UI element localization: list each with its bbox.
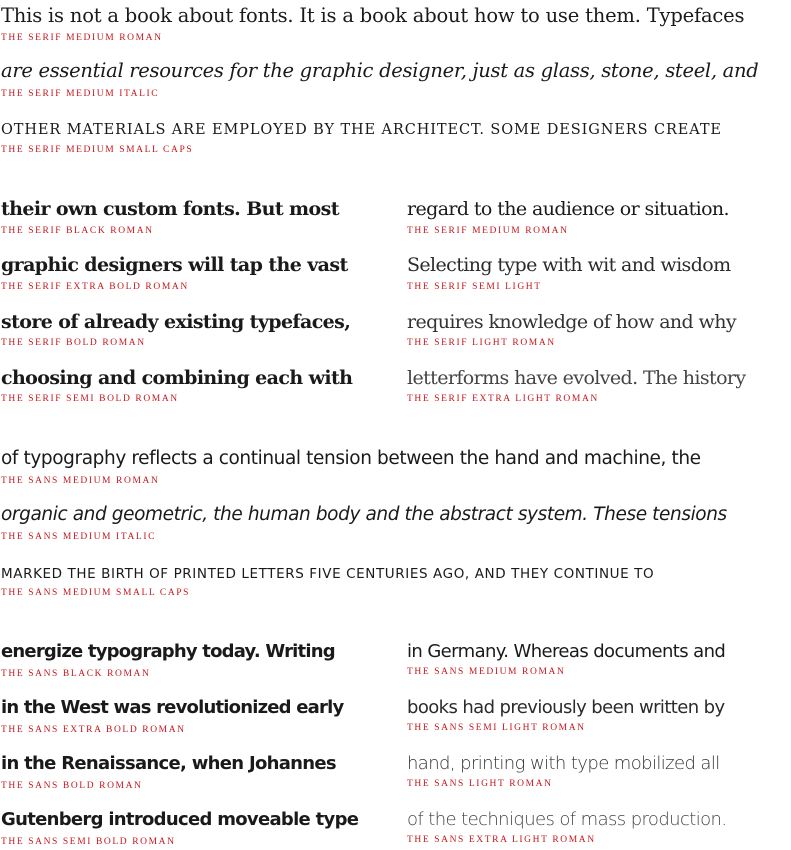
serif-semi-light-specimen: Selecting type with wit and wisdom: [407, 254, 731, 276]
sans-medium-italic-specimen: organic and geometric, the human body and the abstract system. These tensions: [1, 504, 727, 525]
serif-extra-bold-roman-caption: THE SERIF EXTRA BOLD ROMAN: [1, 282, 189, 292]
serif-medium-roman-right-specimen: regard to the audience or situation.: [407, 198, 729, 220]
serif-medium-small-caps-specimen: OTHER MATERIALS ARE EMPLOYED BY THE ARCHITECT. SOME DESIGNERS CREATE: [1, 122, 722, 138]
sans-medium-roman-specimen: of typography reflects a continual tension between the hand and machine, the: [1, 448, 701, 469]
sans-bold-roman-specimen: in the Renaissance, when Johannes: [1, 753, 336, 774]
sans-black-roman-specimen: energize typography today. Writing: [1, 641, 335, 662]
sans-black-roman-caption: THE SANS BLACK ROMAN: [1, 669, 151, 679]
serif-light-roman-specimen: requires knowledge of how and why: [407, 311, 736, 333]
sans-medium-small-caps-specimen: MARKED THE BIRTH OF PRINTED LETTERS FIVE CENTURIES AGO, AND THEY CONTINUE TO: [1, 566, 655, 582]
sans-extra-bold-roman-specimen: in the West was revolutionized early: [1, 697, 344, 718]
sans-semi-bold-roman-specimen: Gutenberg introduced moveable type: [1, 809, 359, 830]
sans-extra-light-roman-caption: THE SANS EXTRA LIGHT ROMAN: [407, 835, 596, 845]
sans-medium-roman-right-specimen: in Germany. Whereas documents and: [407, 641, 726, 662]
sans-extra-light-roman-specimen: of the techniques of mass production.: [407, 809, 727, 830]
sans-light-roman-specimen: hand, printing with type mobilized all: [407, 753, 720, 774]
serif-bold-roman-specimen: store of already existing typefaces,: [1, 311, 351, 333]
sans-light-roman-caption: THE SANS LIGHT ROMAN: [407, 779, 553, 789]
sans-medium-italic-caption: THE SANS MEDIUM ITALIC: [1, 532, 157, 542]
sans-semi-bold-roman-caption: THE SANS SEMI BOLD ROMAN: [1, 837, 176, 847]
serif-semi-light-caption: THE SERIF SEMI LIGHT: [407, 282, 542, 292]
serif-light-roman-caption: THE SERIF LIGHT ROMAN: [407, 338, 556, 348]
sans-medium-roman-right-caption: THE SANS MEDIUM ROMAN: [407, 667, 566, 677]
sans-extra-bold-roman-caption: THE SANS EXTRA BOLD ROMAN: [1, 725, 186, 735]
sans-bold-roman-caption: THE SANS BOLD ROMAN: [1, 781, 143, 791]
serif-medium-italic-specimen: are essential resources for the graphic designer, just as glass, stone, steel, and: [1, 59, 759, 82]
serif-black-roman-caption: THE SERIF BLACK ROMAN: [1, 226, 154, 236]
sans-semi-light-roman-specimen: books had previously been written by: [407, 697, 725, 718]
serif-medium-small-caps-caption: THE SERIF MEDIUM SMALL CAPS: [1, 145, 194, 155]
serif-medium-roman-specimen: This is not a book about fonts. It is a book about how to use them. Typefaces: [1, 4, 745, 27]
serif-medium-roman-caption: THE SERIF MEDIUM ROMAN: [1, 33, 163, 43]
serif-extra-bold-roman-specimen: graphic designers will tap the vast: [1, 254, 348, 276]
serif-bold-roman-caption: THE SERIF BOLD ROMAN: [1, 338, 146, 348]
sans-medium-roman-caption: THE SANS MEDIUM ROMAN: [1, 476, 160, 486]
serif-extra-light-roman-specimen: letterforms have evolved. The history: [407, 367, 746, 389]
serif-extra-light-roman-caption: THE SERIF EXTRA LIGHT ROMAN: [407, 394, 599, 404]
serif-black-roman-specimen: their own custom fonts. But most: [1, 198, 339, 220]
serif-semi-bold-roman-caption: THE SERIF SEMI BOLD ROMAN: [1, 394, 179, 404]
serif-medium-roman-right-caption: THE SERIF MEDIUM ROMAN: [407, 226, 569, 236]
sans-semi-light-roman-caption: THE SANS SEMI LIGHT ROMAN: [407, 723, 586, 733]
serif-medium-italic-caption: THE SERIF MEDIUM ITALIC: [1, 89, 160, 99]
serif-semi-bold-roman-specimen: choosing and combining each with: [1, 367, 353, 389]
sans-medium-small-caps-caption: THE SANS MEDIUM SMALL CAPS: [1, 588, 191, 598]
